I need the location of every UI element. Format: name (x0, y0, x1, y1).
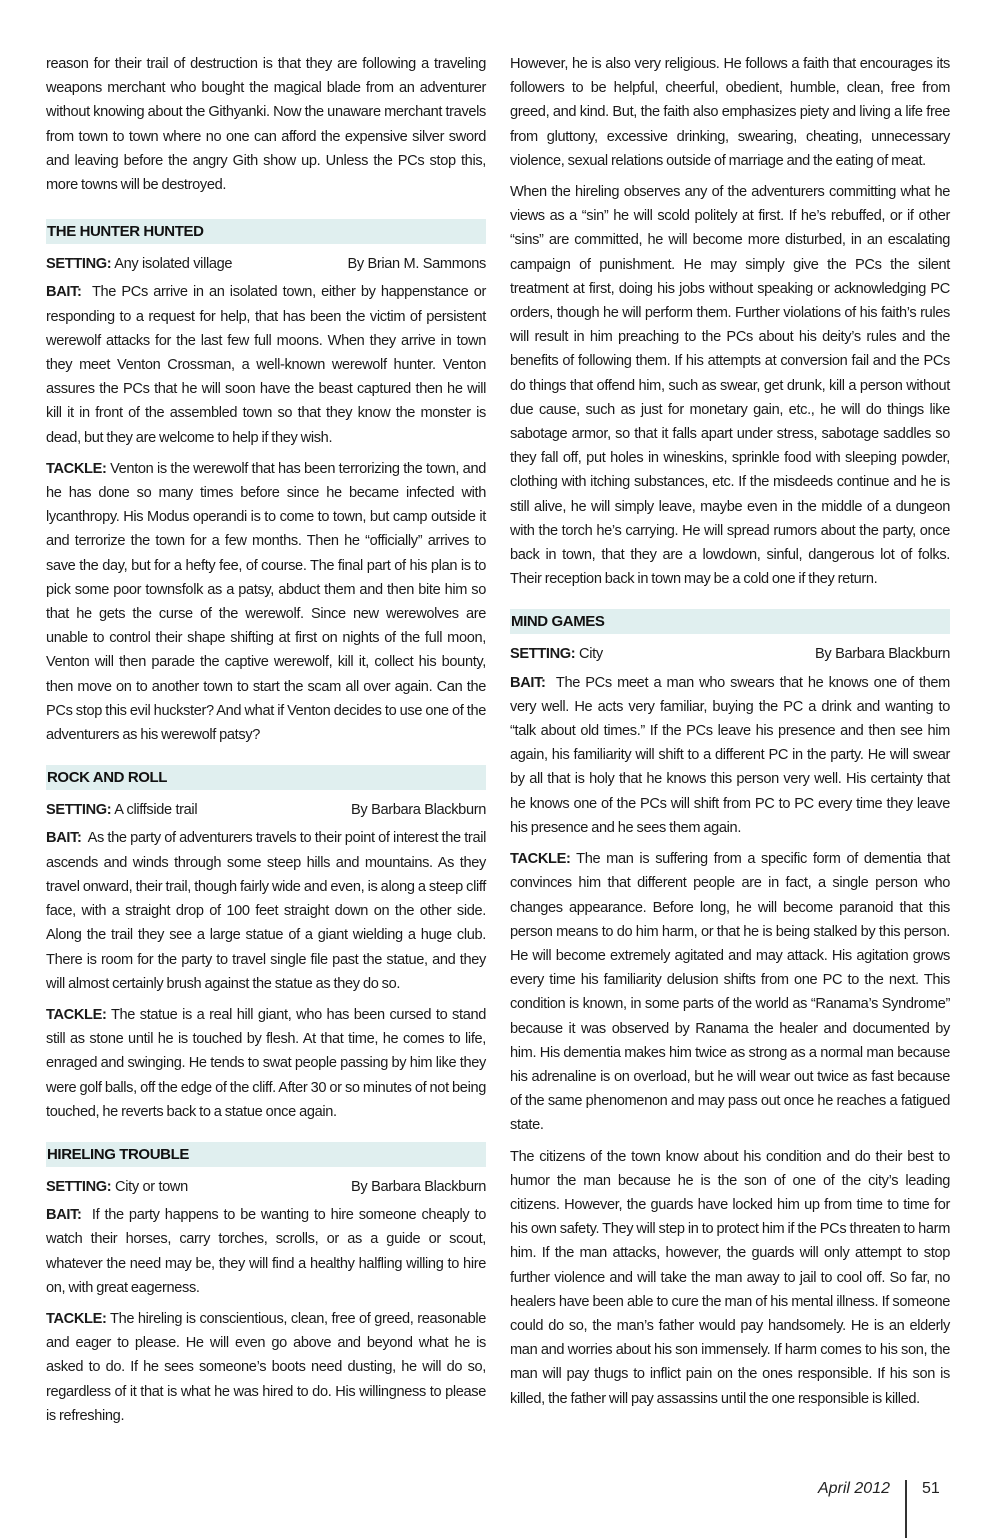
tackle-label: TACKLE: (46, 1006, 107, 1023)
bait-label: BAIT: (46, 830, 82, 847)
section-heading-mind-games: MIND GAMES (510, 609, 950, 634)
author-byline: By Barbara Blackburn (351, 1178, 486, 1195)
tackle-text: Venton is the werewolf that has been terrorizing the town, and he has done so many times before since he became infected with lycanthropy. His Modus operandi is to come to town, but camp outside it and terrorize the town for a few months. Then he “officially” arrives to save the day, but for a hefty fee, of course. The final part of his plan is to pick some poor townsfolk as a patsy, abduct them and then bite him so that he gets the curse of the werewolf. Since new werewolves are unable to control their shape shifting at first on nights of the full moon, Venton will then parade the captive werewolf, kill it, collect his bounty, then move on to another town to start the scam all over again. Can the PCs stop this evil huckster? And what if Venton decides to use one of the adventurers as his werewolf patsy? (46, 460, 486, 744)
setting-line (46, 1175, 486, 1199)
bait-label: BAIT: (510, 674, 546, 691)
author-byline: By Barbara Blackburn (351, 802, 486, 819)
tackle-text: The hireling is conscientious, clean, free of greed, reasonable and eager to please. He will even go above and beyond what he is asked to do. If he sees someone’s boots need dusting, he will do so, regardless of it that is what he was hired to do. His willingness to please is refreshing. (46, 1310, 486, 1424)
setting-line (510, 642, 950, 666)
hireling-sin-paragraph: When the hireling observes any of the adventurers committing what he views as a “sin” he will scold politely at first. If he’s rebuffed, or if other “sins” are committed, he will become more disturbed, in an escalating campaign of punishment. He may simply give the PCs the silent treatment at first, doing his jobs without speaking or acknowledging PC orders, though he will perform them. Further violations of his faith’s rules will result in him preaching to the PCs about his deity’s rules and the benefits of following them. If his attempts at conversion fail and the PCs do things that offend him, such as swear, get drunk, kill a person without due cause, such as just for monetary gain, etc., he will do things like sabotage armor, so that it falls apart under stress, sabotage saddles so they fall off, put holes in wineskins, sprinkle food with sleeping powder, clothing with itching substances, etc. If the misdeeds continue and he is still alive, he will simply leave, maybe even in the middle of a dungeon with the torch he’s carrying. He will spread rumors about the party, once back in town, that they are a lowdown, sinful, dangerous lot of folks. Their reception back in town may be a cold one if they return. (510, 184, 950, 588)
tackle-text: The man is suffering from a specific form of dementia that convinces him that different people are in fact, a single person who changes appearance. Before long, he will become paranoid that this person means to do him harm, or that he is being stalked by this person. He will become extremely agitated and may attack. His agitation grows every time his familiarity delusion shifts from one PC to the next. This condition is known, in some parts of the world as “Ranama’s Syndrome” because it was observed by Ranama the healer and documented by him. His dementia makes him twice as strong as a normal man because his adrenaline is on overload, but he will wear out twice as fast because of the same phenomenon and may pass out once he reaches a fatigued state. (510, 851, 950, 1134)
tackle-paragraph (46, 1307, 486, 1428)
section-heading-rock-and-roll: ROCK AND ROLL (46, 765, 486, 790)
bait-paragraph (46, 280, 486, 449)
left-column (46, 52, 486, 1435)
tackle-paragraph (46, 1003, 486, 1124)
issue-date: April 2012 (817, 1480, 890, 1497)
hireling-continued-paragraph: However, he is also very religious. He follows a faith that encourages its followers to be helpful, cheerful, obedient, humble, clean, free from greed, and kind. But, the faith also emphasizes piety and living a life free from gluttony, excessive drinking, swearing, cheating, unnecessary violence, sexual relations outside of marriage and the eating of meat. (510, 56, 950, 169)
tackle-label: TACKLE: (510, 851, 571, 868)
bait-paragraph (46, 826, 486, 995)
setting-value: Any isolated village (114, 256, 233, 273)
setting-label: SETTING: (510, 646, 576, 663)
right-column (510, 52, 950, 1418)
page-number: 51 (922, 1480, 940, 1497)
section-heading-hireling-trouble: HIRELING TROUBLE (46, 1142, 486, 1167)
setting-value: City or town (115, 1178, 188, 1195)
tackle-paragraph (46, 457, 486, 747)
setting-label: SETTING: (46, 1178, 112, 1195)
tackle-text: The statue is a real hill giant, who has been cursed to stand still as stone until he is touched by flesh. At that time, he comes to life, enraged and swinging. He tends to swat people passing by him like they were golf balls, off the edge of the cliff. After 30 or so minutes of not being touched, he reverts back to a statue once again. (46, 1006, 486, 1120)
section-heading-hunter-hunted: THE HUNTER HUNTED (46, 219, 486, 244)
bait-label: BAIT: (46, 1207, 82, 1224)
bait-text: If the party happens to be wanting to hire someone cheaply to watch their horses, carry torches, scrolls, or as a guide or scout, whatever the need may be, they will find a healthy halfling willing to hire on, with great eagerness. (46, 1207, 486, 1296)
intro-paragraph: reason for their trail of destruction is that they are following a traveling weapons merchant who bought the magical blade from an adventurer without knowing about the Githyanki. Now the unaware merchant travels from town to town where no one can afford the expensive silver sword and leaving before the angry Gith show up. Unless the PCs stop this, more towns will be destroyed. (46, 56, 486, 194)
tackle-paragraph (510, 847, 950, 1137)
bait-paragraph (510, 671, 950, 840)
setting-label: SETTING: (46, 256, 112, 273)
author-byline: By Brian M. Sammons (347, 256, 486, 273)
setting-label: SETTING: (46, 802, 112, 819)
setting-line (46, 252, 486, 276)
bait-text: The PCs arrive in an isolated town, either by happenstance or responding to a request for help, that has been the victim of persistent werewolf attacks for the last few full moons. When they arrive in town they meet Venton Crossman, a well-known werewolf hunter. Venton assures the PCs that he will soon have the beast captured then he will kill it in front of the assembled town so that they know the monster is dead, but they are welcome to help if they wish. (46, 284, 486, 446)
bait-text: As the party of adventurers travels to their point of interest the trail ascends and winds through some steep hills and mountains. As they travel onward, their trail, though fairly wide and even, is along a steep cliff face, with a straight drop of 100 feet straight down on the other side. Along the trail they see a large statue of a giant wielding a huge club. There is room for the party to travel single file past the statue, and they will almost certainly brush against the statue as they do so. (46, 830, 486, 992)
author-byline: By Barbara Blackburn (815, 646, 950, 663)
bait-label: BAIT: (46, 284, 82, 301)
tackle-label: TACKLE: (46, 460, 107, 477)
citizens-paragraph: The citizens of the town know about his condition and do their best to humor the man because he is the son of one of the city’s leading citizens. However, the guards have locked him up from time to time for his own safety. They will step in to protect him if the PCs threaten to harm him. If the man attacks, however, the guards will only attempt to stop further violence and will take the man away to jail to cool off. So far, no healers have been able to cure the man of his mental illness. If someone could do so, the man’s father would pay handsomely. He is an elderly man and worries about his son immensely. If harm comes to his son, the man will pay thugs to inflict pain on the ones responsible. If his son is killed, the father will pay assassins until the one responsible is killed. (510, 1148, 950, 1407)
bait-paragraph (46, 1203, 486, 1300)
bait-text: The PCs meet a man who swears that he knows one of them very well. He acts very familiar, buying the PC a drink and wanting to “talk about old times.” If the PCs leave his presence and then see him again, his familiarity will shift to a different PC in the party. He will swear by all that is holy that he knows this person very well. His certainty that he knows one of the PCs will shift from PC to PC every time they leave his presence and he sees them again. (510, 674, 950, 836)
setting-value: City (579, 646, 603, 663)
footer-divider (905, 1480, 907, 1538)
setting-line (46, 798, 486, 822)
setting-value: A cliffside trail (114, 802, 198, 819)
tackle-label: TACKLE: (46, 1310, 107, 1327)
